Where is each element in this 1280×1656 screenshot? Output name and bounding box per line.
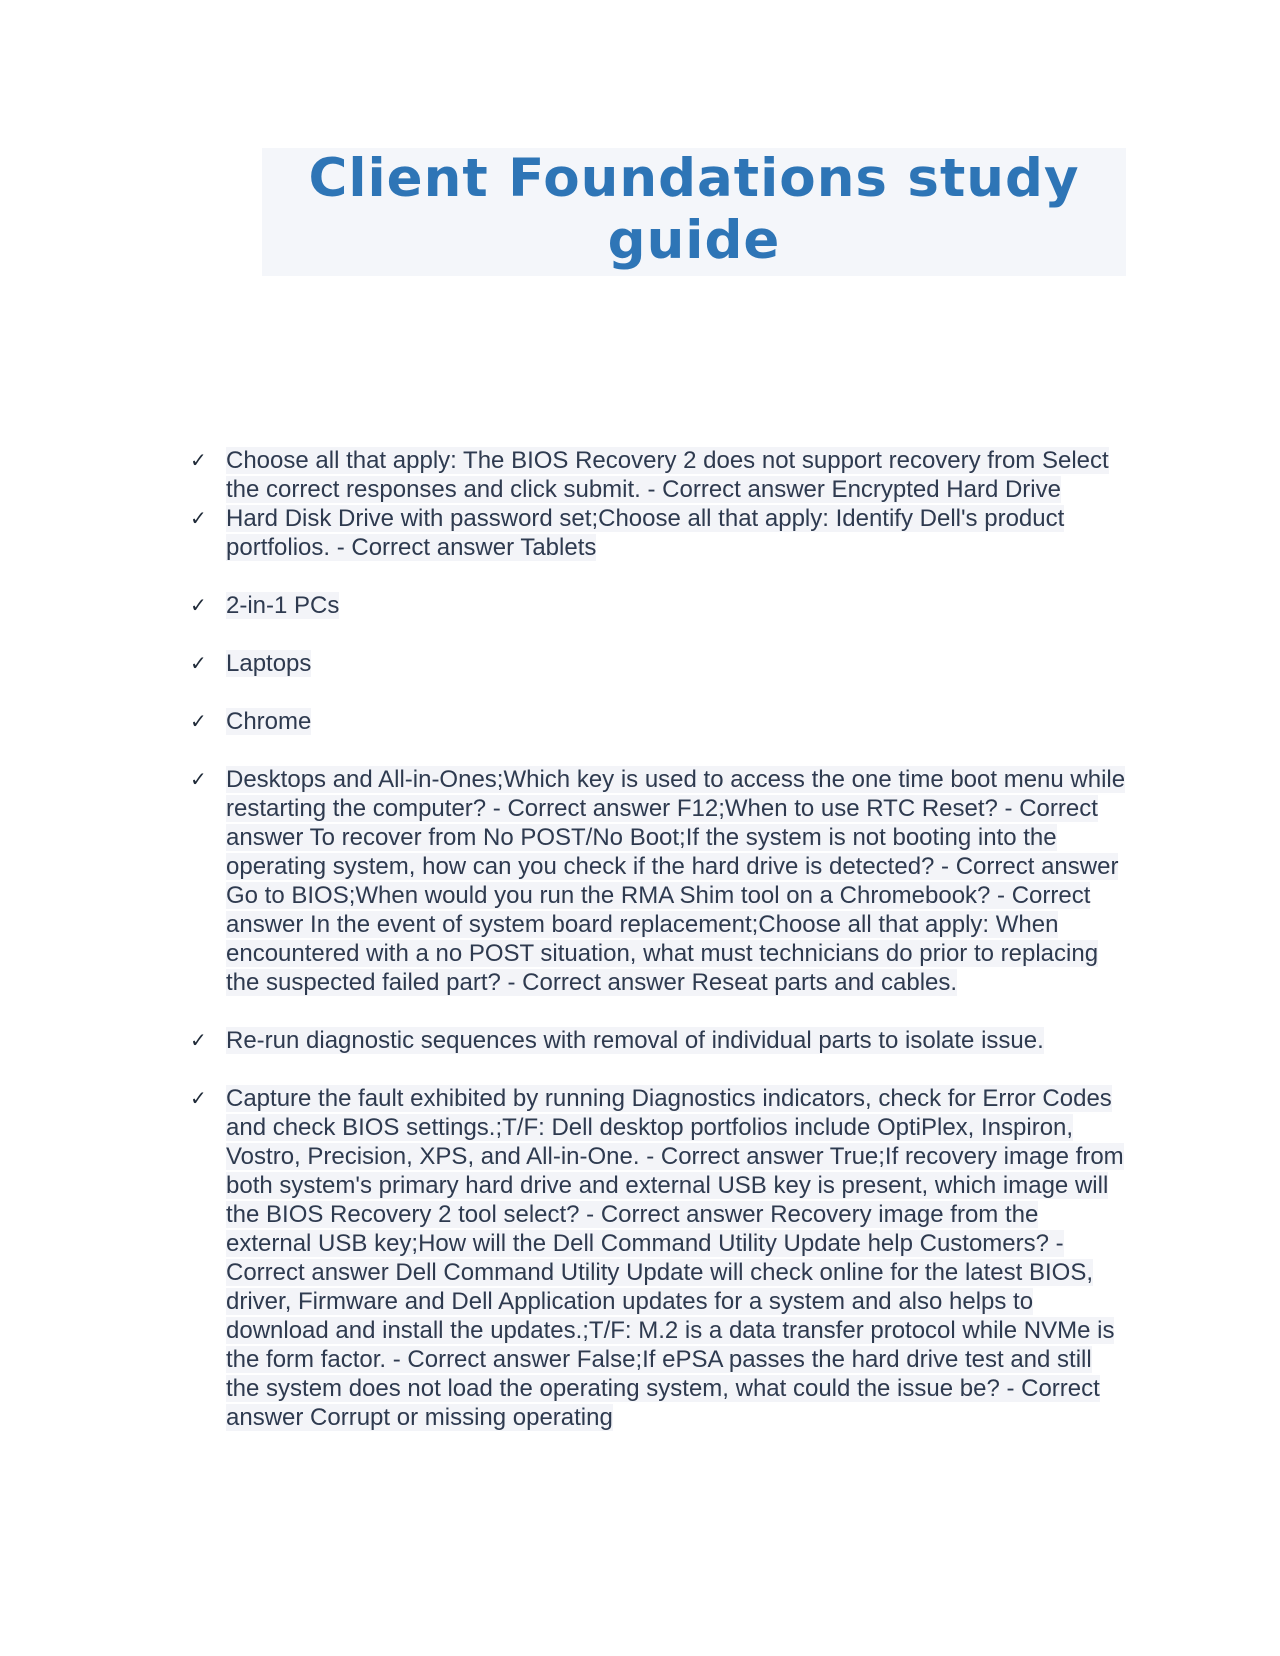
list-item-text: Choose all that apply: The BIOS Recovery 2 does not support recovery from Select the correct responses and click submit. - Correct answer Encrypted Hard Drive <box>226 447 1109 503</box>
list-item-text: Hard Disk Drive with password set;Choose all that apply: Identify Dell's product portfolios. - Correct answer Tablets <box>226 505 1065 561</box>
list-item-text: Capture the fault exhibited by running Diagnostics indicators, check for Error Codes and check BIOS settings.;T/F: Dell desktop portfolios include OptiPlex, Inspiron, Vostro, Precision, XPS, and All-in-One. - Correct answer True;If recovery image from both system's primary hard drive and external USB key is present, which image will the BIOS Recovery 2 tool select? - Correct answer Recovery image from the external USB key;How will the Dell Command Utility Update help Customers? - Correct answer Dell Command Utility Update will check online for the latest BIOS, driver, Firmware and Dell Application updates for a system and also helps to download and install the updates.;T/F: M.2 is a data transfer protocol while NVMe is the form factor. - Correct answer False;If ePSA passes the hard drive test and still the system does not load the operating system, what could the issue be? - Correct answer Corrupt or missing operating <box>226 1085 1124 1431</box>
list-item-text: Laptops <box>226 650 312 677</box>
list-item <box>190 765 1130 997</box>
list-item <box>190 1084 1130 1432</box>
check-mark-icon: ✓ <box>190 1086 207 1110</box>
list-item-text: Re-run diagnostic sequences with removal of individual parts to isolate issue. <box>226 1027 1044 1054</box>
list-item-text: 2-in-1 PCs <box>226 592 340 619</box>
check-mark-icon: ✓ <box>190 448 207 472</box>
check-mark-icon: ✓ <box>190 767 207 791</box>
list-item <box>190 591 1130 620</box>
list-item <box>190 707 1130 736</box>
check-mark-icon: ✓ <box>190 506 207 530</box>
check-mark-icon: ✓ <box>190 651 207 675</box>
list-item-text: Desktops and All-in-Ones;Which key is used to access the one time boot menu while restarting the computer? - Correct answer F12;When to use RTC Reset? - Correct answer To recover from No POST/No Boot;If the system is not booting into the operating system, how can you check if the hard drive is detected? - Correct answer Go to BIOS;When would you run the RMA Shim tool on a Chromebook? - Correct answer In the event of system board replacement;Choose all that apply: When encountered with a no POST situation, what must technicians do prior to replacing the suspected failed part? - Correct answer Reseat parts and cables. <box>226 766 1126 996</box>
list-item <box>190 1026 1130 1055</box>
study-guide-list <box>190 446 1130 1432</box>
document-title-line-2: guide <box>607 210 781 271</box>
list-item <box>190 649 1130 678</box>
list-item-text: Chrome <box>226 708 312 735</box>
document-title <box>262 148 1126 276</box>
check-mark-icon: ✓ <box>190 593 207 617</box>
document-title-line-1: Client Foundations study <box>308 148 1080 209</box>
list-item <box>190 504 1130 562</box>
list-item <box>190 446 1130 504</box>
check-mark-icon: ✓ <box>190 709 207 733</box>
check-mark-icon: ✓ <box>190 1028 207 1052</box>
